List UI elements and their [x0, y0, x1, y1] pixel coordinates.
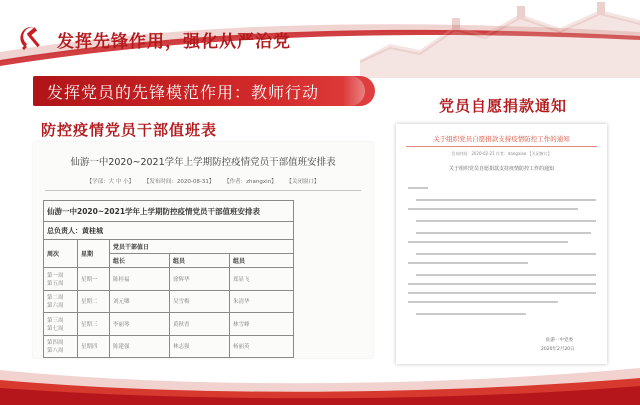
meta-department: 【学部：大 中 小】	[86, 179, 135, 185]
leader-cell: 刘元卿	[110, 290, 170, 312]
great-wall-image	[360, 0, 640, 78]
notice-text-line	[416, 232, 591, 234]
duty-roster-table	[43, 200, 294, 358]
member-cell: 杨丽英	[230, 335, 294, 357]
table-row	[44, 335, 294, 357]
week-cell: 第四周	[47, 340, 64, 347]
donation-notice-document	[396, 124, 607, 364]
notice-text-line	[416, 313, 526, 315]
member-cell: 徐辉华	[170, 268, 230, 290]
notice-signature: 仙游一中党委	[546, 338, 573, 343]
document-meta	[33, 177, 373, 185]
weekday-cell: 星期二	[78, 290, 110, 312]
weekday-cell: 星期一	[78, 268, 110, 290]
table-title: 仙游一中2020~2021学年上学期防控疫情党员干部值班安排表	[44, 201, 294, 222]
member-cell: 林志强	[170, 335, 230, 357]
hammer-sickle-icon	[17, 23, 47, 53]
document-divider	[45, 190, 361, 191]
member-cell: 郑显飞	[230, 268, 294, 290]
table-row	[44, 268, 294, 290]
table-leader: 总负责人：黄桂城	[44, 222, 294, 240]
section-banner	[33, 76, 375, 106]
member-cell: 吴雪梅	[170, 290, 230, 312]
table-header-week: 周次	[44, 240, 78, 268]
week-cell: 第六周	[47, 303, 64, 310]
donation-notice-title: 党员自愿捐款通知	[439, 97, 568, 115]
notice-subtitle: 关于组织党员自愿捐款支持疫情防控工作的通知	[448, 166, 554, 172]
notice-text-line	[416, 274, 596, 276]
notice-text-line	[416, 199, 596, 201]
member-cell: 黄秋香	[170, 313, 230, 335]
leader-cell: 陈建强	[110, 335, 170, 357]
notice-text-line	[408, 301, 558, 303]
week-cell: 第二周	[47, 295, 64, 302]
week-cell: 第一周	[47, 273, 64, 280]
notice-meta: 发布时间：2020-02-21 作者：dangxiao 【关闭窗口】	[451, 151, 552, 156]
banner-text: 发挥党员的先锋模范作用：教师行动	[47, 83, 320, 102]
meta-author: 【作者：zhangxin】	[224, 179, 277, 185]
weekday-cell: 星期四	[78, 335, 110, 357]
table-header-weekday: 星期	[78, 240, 110, 268]
notice-divider	[406, 146, 597, 147]
week-cell: 第五周	[47, 281, 64, 288]
duty-roster-document	[33, 142, 373, 358]
notice-date: 2020年2月20日	[541, 347, 575, 352]
notice-text-line	[416, 220, 596, 222]
table-row	[44, 313, 294, 335]
leader-cell: 陈桂福	[110, 268, 170, 290]
notice-text-line	[408, 283, 596, 285]
table-header-group: 党员干部值日	[110, 240, 294, 254]
member-cell: 朱清华	[230, 290, 294, 312]
table-subheader-member: 组员	[230, 254, 294, 268]
header	[0, 0, 640, 78]
table-row	[44, 290, 294, 312]
member-cell: 林雪峰	[230, 313, 294, 335]
week-cell: 第三周	[47, 317, 64, 324]
notice-text-line	[408, 241, 568, 243]
table-subheader-leader: 组长	[110, 254, 170, 268]
week-cell: 第七周	[47, 325, 64, 332]
notice-text-line	[408, 262, 528, 264]
header-title: 发挥先锋作用，强化从严治党	[57, 32, 291, 52]
meta-close-window-link[interactable]: 【关闭窗口】	[286, 179, 320, 185]
document-title: 仙游一中2020~2021学年上学期防控疫情党员干部值班安排表	[70, 157, 336, 168]
table-subheader-member: 组员	[170, 254, 230, 268]
notice-text-line	[408, 187, 428, 189]
weekday-cell: 星期三	[78, 313, 110, 335]
notice-text-line	[408, 208, 578, 210]
week-cell: 第八周	[47, 348, 64, 355]
leader-cell: 李丽琴	[110, 313, 170, 335]
footer-ribbon-decoration	[0, 362, 640, 405]
meta-publish-time: 【发布时间：2020-08-31】	[143, 179, 215, 185]
notice-text-line	[416, 253, 596, 255]
notice-title: 关于组织党员自愿捐款支持疫情防控工作的通知	[433, 135, 570, 143]
notice-text-line	[408, 292, 596, 294]
duty-roster-title: 防控疫情党员干部值班表	[41, 121, 218, 139]
